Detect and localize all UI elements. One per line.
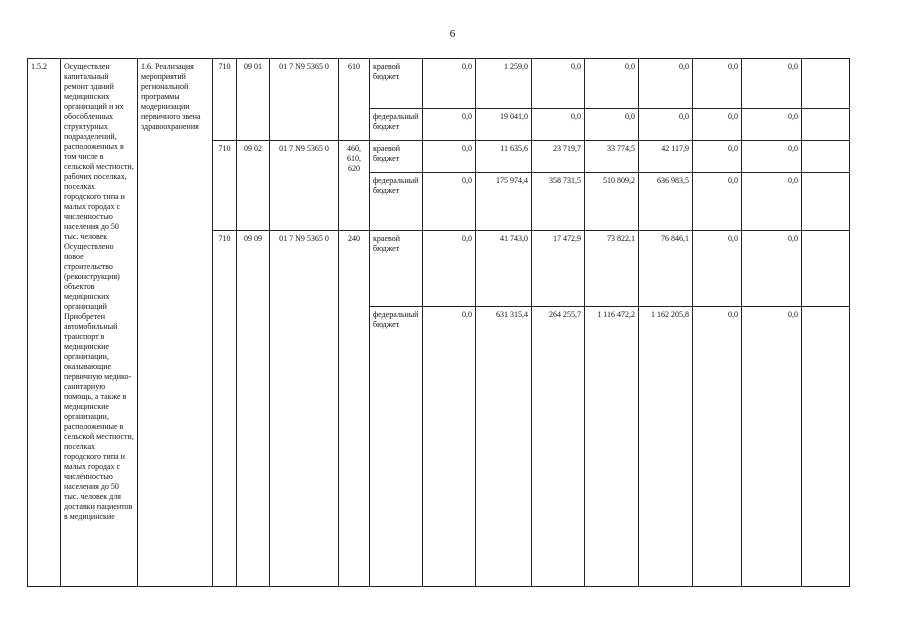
value-cell: 0,0 — [742, 59, 802, 109]
value-cell: 631 315,4 — [476, 307, 532, 587]
funding-source-cell: федеральный бюджет — [370, 307, 423, 587]
csr-cell: 01 7 N9 5365 0 — [270, 231, 339, 587]
value-cell: 76 846,1 — [639, 231, 693, 307]
empty-cell — [802, 59, 850, 109]
value-cell: 0,0 — [639, 109, 693, 141]
vr-cell: 240 — [339, 231, 370, 587]
value-cell: 1 116 472,2 — [585, 307, 639, 587]
value-cell: 73 822,1 — [585, 231, 639, 307]
budget-table — [27, 58, 850, 587]
value-cell: 0,0 — [742, 307, 802, 587]
empty-cell — [802, 231, 850, 307]
value-cell: 0,0 — [693, 231, 742, 307]
value-cell: 0,0 — [693, 59, 742, 109]
value-cell: 175 974,4 — [476, 173, 532, 231]
value-cell: 0,0 — [423, 59, 476, 109]
value-cell: 0,0 — [639, 59, 693, 109]
value-cell: 0,0 — [693, 141, 742, 173]
value-cell: 19 041,0 — [476, 109, 532, 141]
funding-source-cell: краевой бюджет — [370, 231, 423, 307]
value-cell: 264 255,7 — [532, 307, 585, 587]
empty-cell — [802, 173, 850, 231]
vr-cell: 610 — [339, 59, 370, 141]
funding-source-cell: краевой бюджет — [370, 59, 423, 109]
empty-cell — [802, 141, 850, 173]
funding-source-cell: краевой бюджет — [370, 141, 423, 173]
grbs-cell: 710 — [213, 231, 237, 587]
vr-cell: 460, 610, 620 — [339, 141, 370, 231]
value-cell: 0,0 — [532, 109, 585, 141]
value-cell: 42 117,9 — [639, 141, 693, 173]
value-cell: 1 162 205,8 — [639, 307, 693, 587]
grbs-cell: 710 — [213, 59, 237, 141]
value-cell: 23 719,7 — [532, 141, 585, 173]
value-cell: 0,0 — [742, 173, 802, 231]
value-cell: 0,0 — [742, 109, 802, 141]
rzpr-cell: 09 01 — [237, 59, 270, 141]
value-cell: 510 809,2 — [585, 173, 639, 231]
value-cell: 358 731,5 — [532, 173, 585, 231]
row-code-cell: 1.5.2 — [28, 59, 61, 587]
grbs-cell: 710 — [213, 141, 237, 231]
value-cell: 0,0 — [742, 141, 802, 173]
value-cell: 636 983,5 — [639, 173, 693, 231]
value-cell: 0,0 — [423, 109, 476, 141]
value-cell: 0,0 — [693, 109, 742, 141]
value-cell: 41 743,0 — [476, 231, 532, 307]
value-cell: 1 259,0 — [476, 59, 532, 109]
value-cell: 0,0 — [585, 109, 639, 141]
value-cell: 0,0 — [532, 59, 585, 109]
value-cell: 0,0 — [423, 141, 476, 173]
value-cell: 0,0 — [423, 231, 476, 307]
empty-cell — [802, 109, 850, 141]
value-cell: 0,0 — [423, 173, 476, 231]
value-cell: 33 774,5 — [585, 141, 639, 173]
rzpr-cell: 09 02 — [237, 141, 270, 231]
value-cell: 0,0 — [423, 307, 476, 587]
csr-cell: 01 7 N9 5365 0 — [270, 59, 339, 141]
funding-source-cell: федеральный бюджет — [370, 109, 423, 141]
value-cell: 0,0 — [585, 59, 639, 109]
value-cell: 0,0 — [693, 307, 742, 587]
funding-source-cell: федеральный бюджет — [370, 173, 423, 231]
rzpr-cell: 09 09 — [237, 231, 270, 587]
value-cell: 0,0 — [693, 173, 742, 231]
empty-cell — [802, 307, 850, 587]
value-cell: 17 472,9 — [532, 231, 585, 307]
event-description-cell: 1.6. Реализация мероприятий региональной программы модернизации первичного звена здравоохранения — [138, 59, 213, 587]
csr-cell: 01 7 N9 5365 0 — [270, 141, 339, 231]
value-cell: 11 635,6 — [476, 141, 532, 173]
value-cell: 0,0 — [742, 231, 802, 307]
page-number: 6 — [449, 28, 456, 40]
result-description-cell: Осуществлен капитальный ремонт зданий медицинских организаций и их обособленных структурных подразделений, расположенных в том числе в сельской местности, рабочих поселках, поселках городского типа и малых городах с численностью населения до 50 тыс. человек Осуществлено новое строительство (реконструкция) объектов медицинских организаций Приобретен автомобильный транспорт в медицинские организации, оказывающие первичную медико-санитарную помощь, а также в медицинские организации, расположенные в сельской местности, поселках городского типа и малых городах с численностью населения до 50 тыс. человек для доставки пациентов в медицинские — [61, 59, 138, 587]
table-row — [28, 59, 850, 109]
